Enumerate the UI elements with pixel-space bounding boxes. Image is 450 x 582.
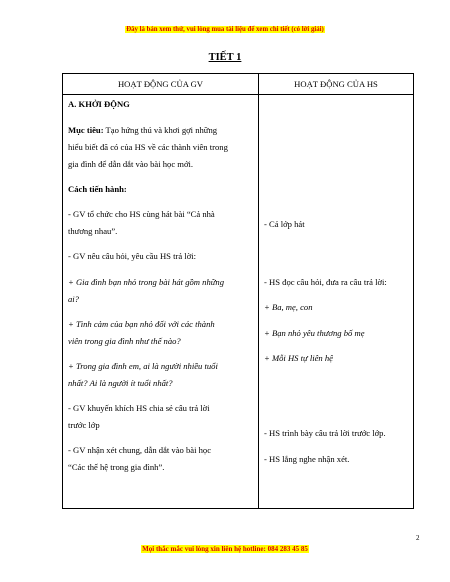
preview-notice-banner: Đây là bản xem thử, vui lòng mua tài liệu để xem chi tiết (có lời giải)	[126, 26, 324, 33]
question-2a: + Tình cảm của bạn nhỏ đối với các thành	[68, 319, 215, 329]
student-read-answer: - HS đọc câu hỏi, đưa ra câu trả lời:	[264, 277, 387, 287]
student-sing: - Cả lớp hát	[264, 219, 305, 229]
table-header-row	[63, 74, 414, 95]
header-student-activity: HOẠT ĐỘNG CỦA HS	[259, 74, 414, 95]
question-2b: viên trong gia đình như thế nào?	[68, 336, 181, 346]
student-listen: - HS lắng nghe nhận xét.	[264, 454, 350, 464]
objective-line-2: hiểu biết đã có của HS về các thành viên trong	[68, 142, 228, 152]
table-row	[63, 95, 414, 509]
lesson-plan-table	[62, 73, 414, 509]
question-3b: nhất? Ai là người ít tuổi nhất?	[68, 378, 173, 388]
objective-line-3: gia đình để dẫn dắt vào bài học mới.	[68, 159, 194, 169]
question-1a: + Gia đình bạn nhỏ trong bài hát gồm những	[68, 277, 225, 287]
procedure-label: Cách tiến hành:	[68, 184, 127, 194]
section-heading: A. KHỞI ĐỘNG	[68, 99, 130, 109]
teacher-step-1b: thương nhau”.	[68, 226, 118, 236]
student-present: - HS trình bày câu trả lời trước lớp.	[264, 428, 386, 438]
answer-2: + Bạn nhỏ yêu thương bố mẹ	[264, 328, 365, 338]
objective-label: Mục tiêu:	[68, 125, 104, 135]
student-activity-cell	[259, 95, 414, 509]
teacher-activity-cell	[63, 95, 259, 509]
question-1b: ai?	[68, 294, 79, 304]
header-teacher-activity: HOẠT ĐỘNG CỦA GV	[63, 74, 259, 95]
teacher-step-2: - GV nêu câu hỏi, yêu cầu HS trả lời:	[68, 251, 197, 261]
teacher-step-4a: - GV nhận xét chung, dẫn dắt vào bài học	[68, 445, 212, 455]
teacher-step-3b: trước lớp	[68, 420, 100, 430]
question-3a: + Trong gia đình em, ai là người nhiều tuổi	[68, 361, 218, 371]
answer-1: + Ba, mẹ, con	[264, 302, 313, 312]
hotline-banner: Mọi thắc mắc vui lòng xin liên hệ hotline: 084 283 45 85	[142, 545, 308, 553]
objective-line-1: Mục tiêu: Tạo hứng thú và khơi gợi những	[68, 125, 218, 135]
teacher-step-3a: - GV khuyến khích HS chia sẻ câu trả lời	[68, 403, 210, 413]
lesson-title: TIẾT 1	[208, 52, 242, 63]
page-number: 2	[416, 534, 420, 542]
answer-3: + Mỗi HS tự liên hệ	[264, 353, 333, 363]
teacher-step-1a: - GV tổ chức cho HS cùng hát bài “Cả nhà	[68, 209, 215, 219]
teacher-step-4b: “Các thế hệ trong gia đình”.	[68, 462, 165, 472]
